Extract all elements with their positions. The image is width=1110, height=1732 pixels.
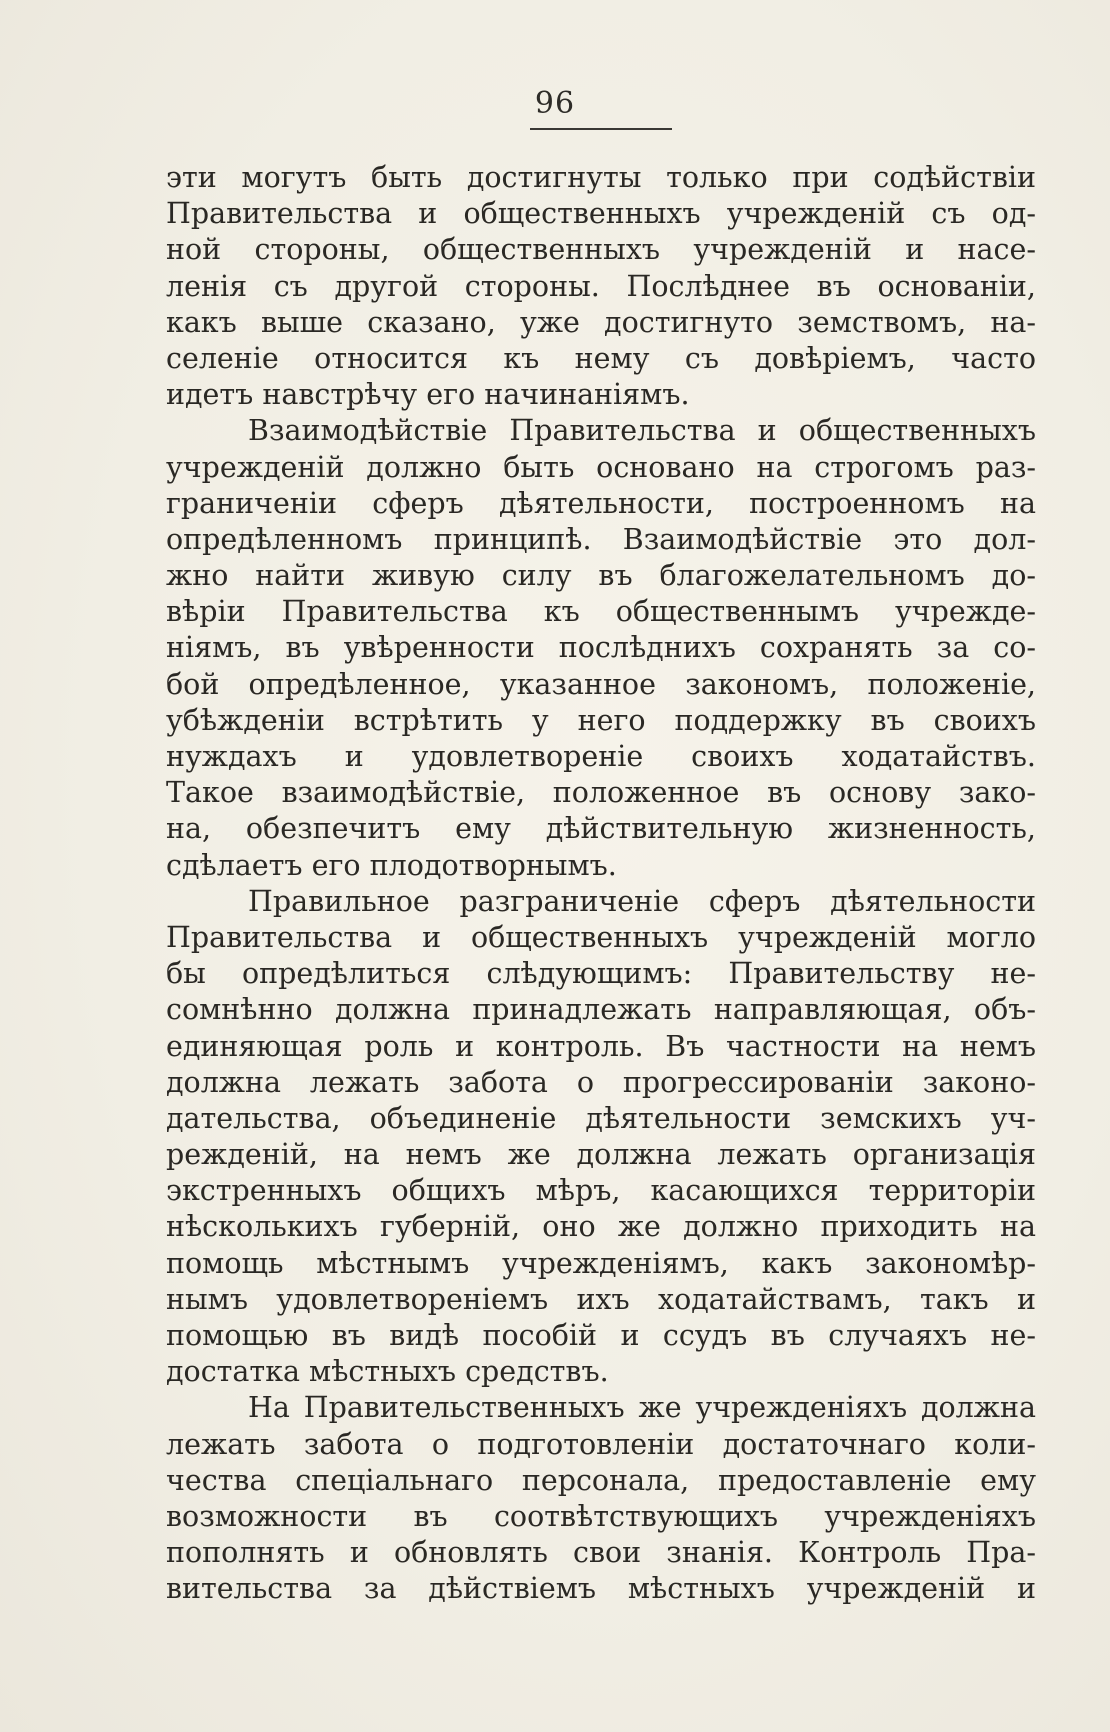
text-line: селеніе относится къ нему съ довѣріемъ, часто [166, 341, 1036, 375]
text-line: вѣріи Правительства къ общественнымъ учрежде- [166, 595, 1036, 629]
text-line: граничeніи сферъ дѣятельности, построенномъ на [166, 486, 1036, 520]
text-line: лежать забота о подготовленіи достаточнаго коли- [166, 1427, 1036, 1461]
text-line: на, обезпечитъ ему дѣйствительную жизненность, [166, 812, 1036, 846]
text-line: режденій, на немъ же должна лежать организація [166, 1138, 1036, 1172]
text-line: достатка мѣстныхъ средствъ. [166, 1355, 609, 1389]
text-line: учрежденій должно быть основано на строгомъ раз- [166, 450, 1036, 484]
text-line: убѣжденіи встрѣтить у него поддержку въ своихъ [166, 703, 1036, 737]
text-line: чества спеціальнаго персонала, предоставленіе ему [166, 1463, 1036, 1497]
body-text [166, 160, 1036, 1608]
text-line: пополнять и обновлять свои знанія. Контроль Пра- [166, 1536, 1036, 1570]
text-line: ленія съ другой стороны. Послѣднее въ основаніи, [166, 269, 1036, 303]
text-line: экстренныхъ общихъ мѣръ, касающихся территоріи [166, 1174, 1036, 1208]
text-line: нуждахъ и удовлетвореніе своихъ ходатайствъ. [166, 740, 1036, 773]
text-line: должна лежать забота о прогрессированіи законо- [166, 1065, 1036, 1099]
paragraph-first-line: Правильное разграниченіе сферъ дѣятельности [248, 884, 1036, 918]
page-number: 96 [534, 86, 576, 121]
text-line: эти могутъ быть достигнуты только при содѣйствіи [166, 161, 1036, 194]
text-line: Правительства и общественныхъ учрежденій съ од- [166, 197, 1036, 231]
text-line: единяющая роль и контроль. Въ частности на немъ [166, 1029, 1036, 1063]
header-rule [530, 128, 672, 130]
text-line: нѣсколькихъ губерній, оно же должно приходить на [166, 1210, 1036, 1244]
text-line: сдѣлаетъ его плодотворнымъ. [166, 848, 617, 882]
text-line: помощью въ видѣ пособій и ссудъ въ случаяхъ не- [166, 1319, 1036, 1352]
paragraph-first-line: На Правительственныхъ же учрежденіяхъ должна [248, 1391, 1036, 1425]
text-line: какъ выше сказано, уже достигнуто земствомъ, на- [166, 305, 1036, 339]
text-line: вительства за дѣйствіемъ мѣстныхъ учрежденій и [166, 1572, 1036, 1606]
text-line: возможности въ соотвѣтствующихъ учрежденіяхъ [166, 1499, 1036, 1533]
text-line: бой опредѣленное, указанное закономъ, положеніе, [166, 667, 1036, 701]
paragraph-first-line: Взаимодѣйствіе Правительства и общественныхъ [248, 414, 1036, 448]
text-line: Правительства и общественныхъ учрежденій могло [166, 920, 1036, 954]
text-line: ной стороны, общественныхъ учрежденій и насе- [166, 233, 1036, 267]
text-line: жно найти живую силу въ благожелательномъ до- [166, 559, 1036, 593]
text-line: сомнѣнно должна принадлежать направляющая, объ- [166, 993, 1036, 1027]
text-line: Такое взаимодѣйствіе, положенное въ основу зако- [166, 776, 1036, 810]
text-line: бы опредѣлиться слѣдующимъ: Правительству не- [166, 957, 1036, 991]
text-line: дательства, объединеніе дѣятельности земскихъ уч- [166, 1101, 1036, 1135]
text-line: ніямъ, въ увѣренности послѣднихъ сохранять за со- [166, 631, 1036, 665]
text-line: нымъ удовлетвореніемъ ихъ ходатайствамъ, такъ и [166, 1282, 1036, 1316]
text-line: помощь мѣстнымъ учрежденіямъ, какъ закономѣр- [166, 1246, 1036, 1280]
text-line: опредѣленномъ принципѣ. Взаимодѣйствіе это дол- [166, 522, 1036, 556]
text-line: идетъ навстрѣчу его начинаніямъ. [166, 378, 690, 412]
